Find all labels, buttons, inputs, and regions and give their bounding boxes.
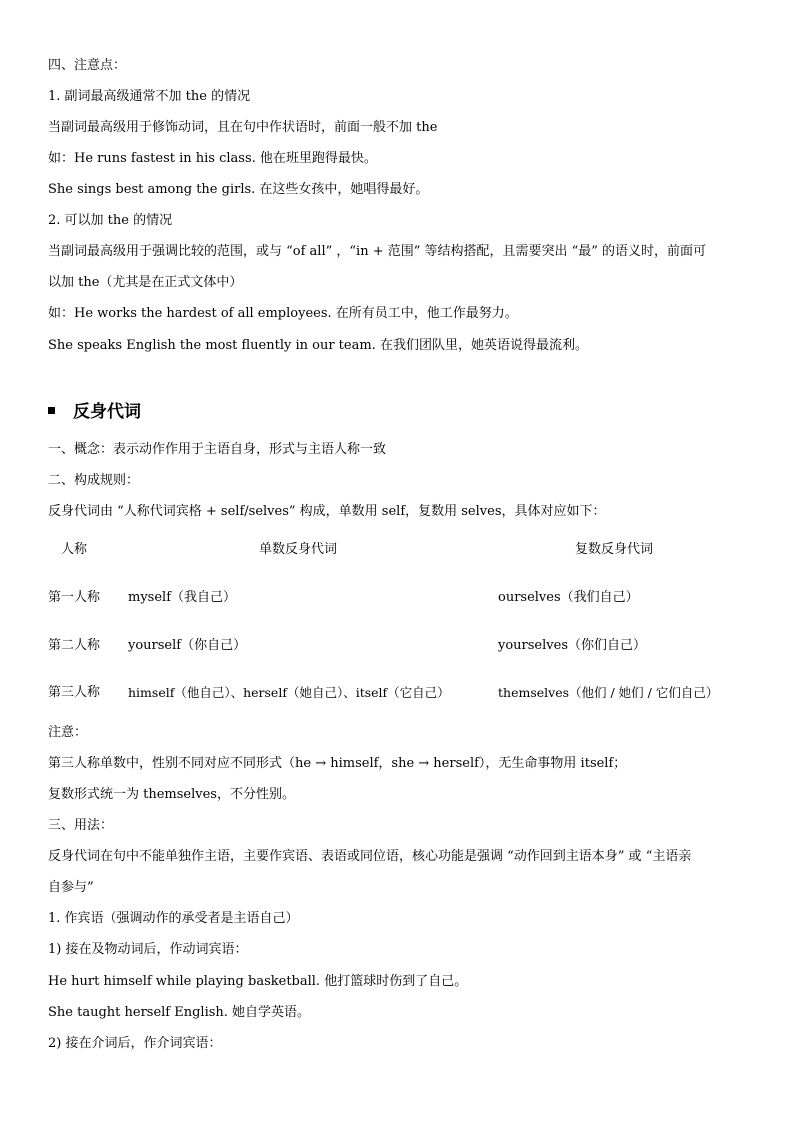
usage-1-title: 1. 作宾语（强调动作的承受者是主语自己）	[48, 911, 299, 926]
rule-2-text-line-2: 以加 the（尤其是在正式文体中）	[48, 275, 243, 290]
section-heading-text: 反身代词	[73, 402, 141, 422]
table-header-singular: 单数反身代词	[259, 542, 338, 557]
rule-2-example-2: She speaks English the most fluently in our team. 在我们团队里，她英语说得最流利。	[48, 338, 588, 353]
usage-text-line-2: 自参与”	[48, 880, 94, 895]
rule-2-title: 2. 可以加 the 的情况	[48, 213, 173, 228]
rule-2-text-line-1: 当副词最高级用于强调比较的范围，或与 “of all” ，“in + 范围” 等结构搭配，且需要突出 “最” 的语义时，前面可	[48, 244, 707, 259]
rule-1-text: 当副词最高级用于修饰动词，且在句中作状语时，前面一般不加 the	[48, 120, 438, 135]
table-row-1-person: 第一人称	[48, 590, 101, 605]
note-line-1: 第三人称单数中，性别不同对应不同形式（he → himself，she → herself），无生命事物用 itself；	[48, 756, 627, 771]
table-row-1-plural: ourselves（我们自己）	[498, 590, 639, 605]
rule-1-example-1: 如：He runs fastest in his class. 他在班里跑得最快。	[48, 151, 377, 166]
table-row-3-plural: themselves（他们 / 她们 / 它们自己）	[498, 685, 719, 700]
usage-example-2: She taught herself English. 她自学英语。	[48, 1005, 311, 1020]
note-heading: 注意：	[48, 725, 88, 740]
rule-1-example-2: She sings best among the girls. 在这些女孩中，她唱得最好。	[48, 182, 429, 197]
rule-1-title: 1. 副词最高级通常不加 the 的情况	[48, 89, 251, 104]
rule-2-example-1: 如：He works the hardest of all employees. 在所有员工中，他工作最努力。	[48, 306, 518, 321]
table-header-person: 人称	[61, 542, 88, 557]
usage-heading: 三、用法：	[48, 818, 114, 833]
table-row-3-singular: himself（他自己）、herself（她自己）、itself（它自己）	[128, 685, 450, 700]
table-row-2-plural: yourselves（你们自己）	[498, 638, 646, 653]
table-row-3-person: 第三人称	[48, 685, 101, 700]
usage-1-1-title: 1) 接在及物动词后，作动词宾语：	[48, 942, 248, 957]
notes-heading: 四、注意点：	[48, 58, 127, 73]
table-row-2-singular: yourself（你自己）	[128, 638, 247, 653]
table-row-2-person: 第二人称	[48, 638, 101, 653]
usage-1-2-title: 2) 接在介词后，作介词宾语：	[48, 1036, 222, 1051]
section-heading	[48, 400, 141, 424]
usage-text-line-1: 反身代词在句中不能单独作主语，主要作宾语、表语或同位语，核心功能是强调 “动作回到主语本身” 或 “主语亲	[48, 849, 692, 864]
concept-line: 一、概念：表示动作作用于主语自身，形式与主语人称一致	[48, 442, 387, 457]
table-row-1-singular: myself（我自己）	[128, 590, 237, 605]
formation-text: 反身代词由 “人称代词宾格 + self/selves” 构成，单数用 self，复数用 selves，具体对应如下：	[48, 504, 606, 519]
square-bullet-icon	[48, 407, 55, 414]
formation-heading: 二、构成规则：	[48, 473, 140, 488]
usage-example-1: He hurt himself while playing basketball. 他打篮球时伤到了自己。	[48, 974, 468, 989]
note-line-2: 复数形式统一为 themselves，不分性别。	[48, 787, 295, 802]
table-header-plural: 复数反身代词	[575, 542, 654, 557]
